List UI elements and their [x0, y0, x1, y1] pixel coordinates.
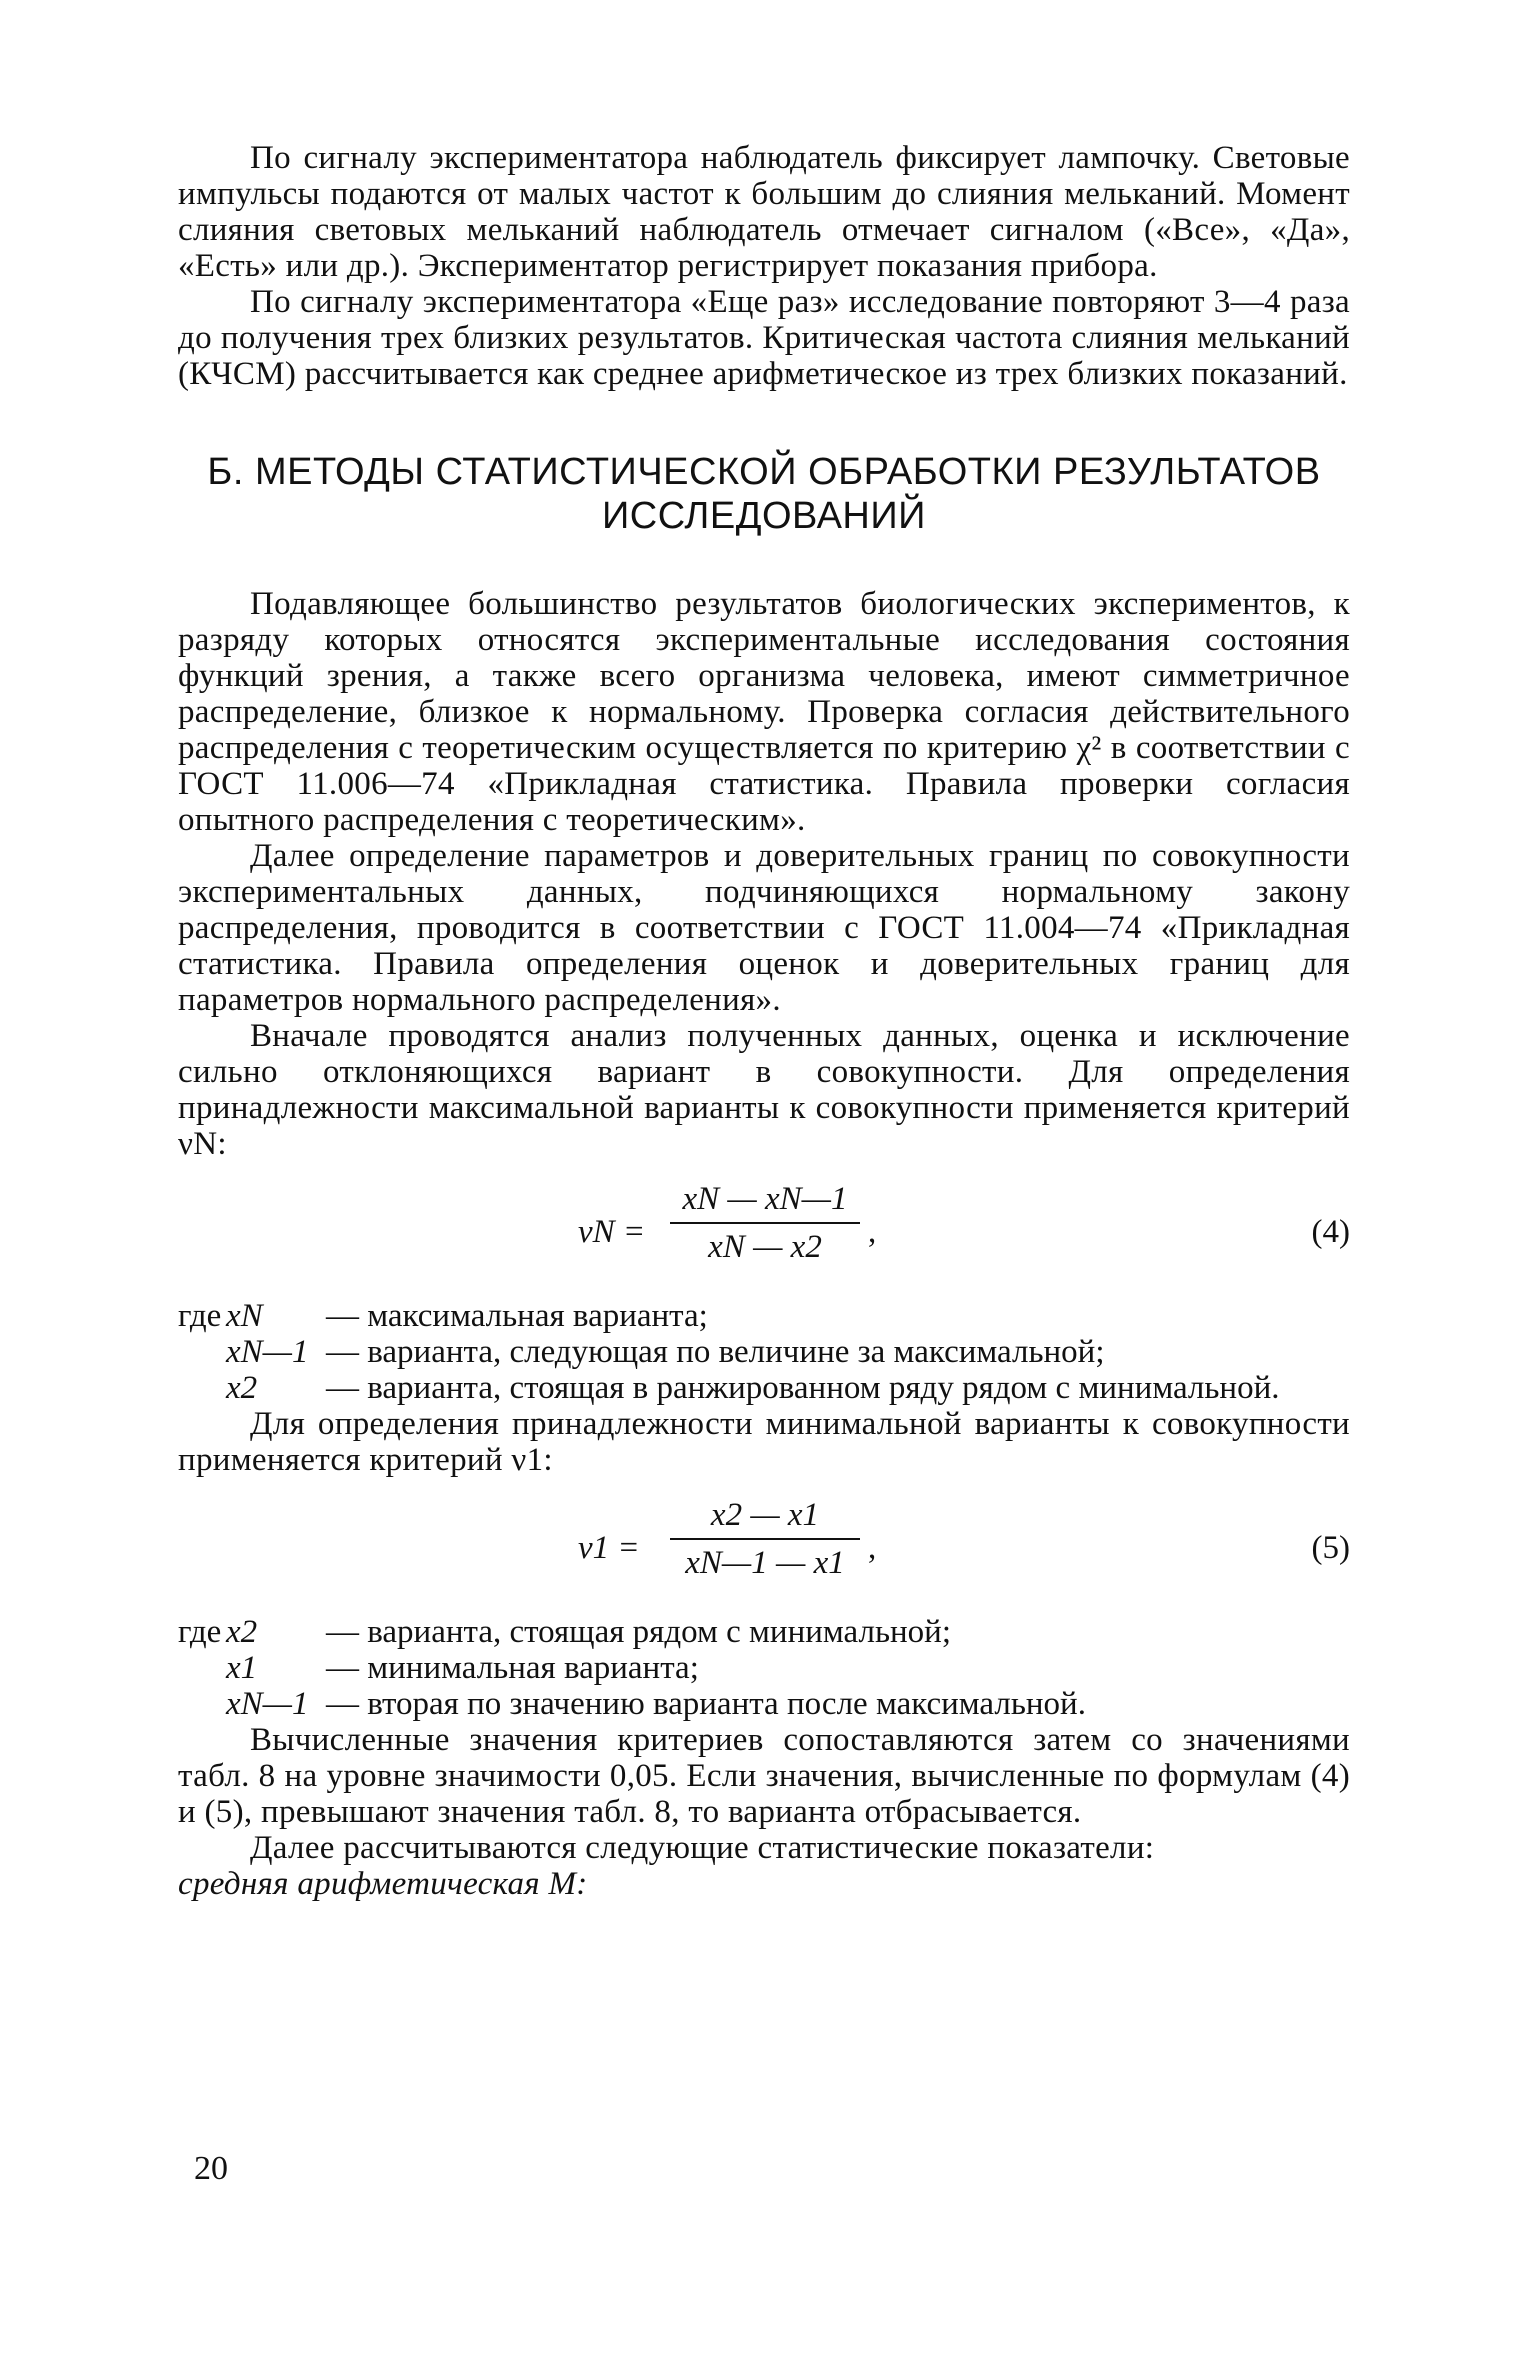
definition-symbol: x1 — [226, 1650, 258, 1686]
definition-text: — варианта, стоящая рядом с минимальной; — [326, 1614, 951, 1650]
page-number: 20 — [194, 2150, 228, 2187]
formula-comma: , — [868, 1214, 877, 1250]
definition-prefix — [178, 1370, 226, 1406]
definition-prefix: где — [178, 1614, 222, 1650]
definition-row — [178, 1334, 1350, 1370]
formula-lhs: νN = — [578, 1214, 646, 1250]
formula-denominator: xN — x2 — [708, 1229, 822, 1265]
definition-text: — максимальная варианта; — [326, 1298, 708, 1334]
fraction-bar — [670, 1538, 860, 1540]
formula-denominator: xN—1 — x1 — [685, 1545, 845, 1581]
definition-text: — варианта, стоящая в ранжированном ряду рядом с минимальной. — [326, 1370, 1280, 1406]
definition-row — [178, 1686, 1350, 1722]
definitions-5 — [178, 1614, 1350, 1722]
formula-comma: , — [868, 1530, 877, 1566]
definition-prefix — [178, 1334, 226, 1370]
definition-symbol: xN—1 — [226, 1334, 309, 1370]
formula-4 — [178, 1180, 1350, 1284]
definition-row — [178, 1650, 1350, 1686]
definition-prefix — [178, 1686, 226, 1722]
heading-line: ИССЛЕДОВАНИЙ — [601, 495, 926, 537]
formula-number: (4) — [1311, 1214, 1350, 1250]
definitions-4 — [178, 1298, 1350, 1406]
fraction-bar — [670, 1222, 860, 1224]
italic-paragraph — [178, 1866, 1350, 1902]
paragraph: Далее определение параметров и доверительных границ по совокупности экспериментальных данных, подчиняющихся нормальному закону распределения, проводится в соответствии с ГОСТ 11.004—74 «Прикладная статистика. Правила определения оценок и доверительных границ для параметров нормального распределения». — [178, 838, 1350, 1018]
definition-text: — минимальная варианта; — [326, 1650, 699, 1686]
paragraph: Далее рассчитываются следующие статистические показатели: — [250, 1830, 1155, 1866]
paragraph: По сигналу экспериментатора наблюдатель фиксирует лампочку. Световые импульсы подаются от малых частот к большим до слияния мельканий. Момент слияния световых мельканий наблюдатель отмечает сигналом («Все», «Да», «Есть» или др.). Экспериментатор регистрирует показания прибора. — [178, 140, 1350, 284]
paragraph: Вначале проводятся анализ полученных данных, оценка и исключение сильно отклоняющихся вариант в совокупности. Для определения принадлежности максимальной варианты к совокупности применяется критерий νN: — [178, 1018, 1350, 1162]
page-body — [178, 140, 1350, 1902]
paragraph: По сигналу экспериментатора «Еще раз» исследование повторяют 3—4 раза до получения трех близких результатов. Критическая частота слияния мельканий (КЧСМ) рассчитывается как среднее арифметическое из трех близких показаний. — [178, 284, 1350, 392]
formula-lhs: ν1 = — [578, 1530, 640, 1566]
definition-text: — варианта, следующая по величине за максимальной; — [326, 1334, 1105, 1370]
definition-row — [178, 1614, 1350, 1650]
definition-symbol: xN — [226, 1298, 263, 1334]
definition-prefix: где — [178, 1298, 222, 1334]
formula-numerator: xN — xN—1 — [682, 1181, 848, 1217]
formula-fraction — [670, 1496, 860, 1582]
definition-symbol: x2 — [226, 1370, 258, 1406]
formula-number: (5) — [1311, 1530, 1350, 1566]
definition-row — [178, 1370, 1350, 1406]
definition-symbol: x2 — [226, 1614, 258, 1650]
definition-text: — вторая по значению варианта после максимальной. — [326, 1686, 1086, 1722]
definition-row — [178, 1298, 1350, 1334]
formula-numerator: x2 — x1 — [710, 1497, 820, 1533]
section-heading — [178, 450, 1350, 538]
paragraph: Вычисленные значения критериев сопоставляются затем со значениями табл. 8 на уровне значимости 0,05. Если значения, вычисленные по формулам (4) и (5), превышают значения табл. 8, то варианта отбрасывается. — [178, 1722, 1350, 1830]
definition-symbol: xN—1 — [226, 1686, 309, 1722]
formula-5 — [178, 1496, 1350, 1600]
italic-term: средняя арифметическая M: — [178, 1866, 588, 1902]
definition-prefix — [178, 1650, 226, 1686]
paragraph: Подавляющее большинство результатов биологических экспериментов, к разряду которых относятся экспериментальные исследования состояния функций зрения, а также всего организма человека, имеют симметричное распределение, близкое к нормальному. Проверка согласия действительного распределения с теоретическим осуществляется по критерию χ² в соответствии с ГОСТ 11.006—74 «Прикладная статистика. Правила проверки согласия опытного распределения с теоретическим». — [178, 586, 1350, 838]
formula-fraction — [670, 1180, 860, 1266]
paragraph: Для определения принадлежности минимальной варианты к совокупности применяется критерий ν1: — [178, 1406, 1350, 1478]
heading-line: Б. МЕТОДЫ СТАТИСТИЧЕСКОЙ ОБРАБОТКИ РЕЗУЛЬТАТОВ — [207, 451, 1321, 493]
